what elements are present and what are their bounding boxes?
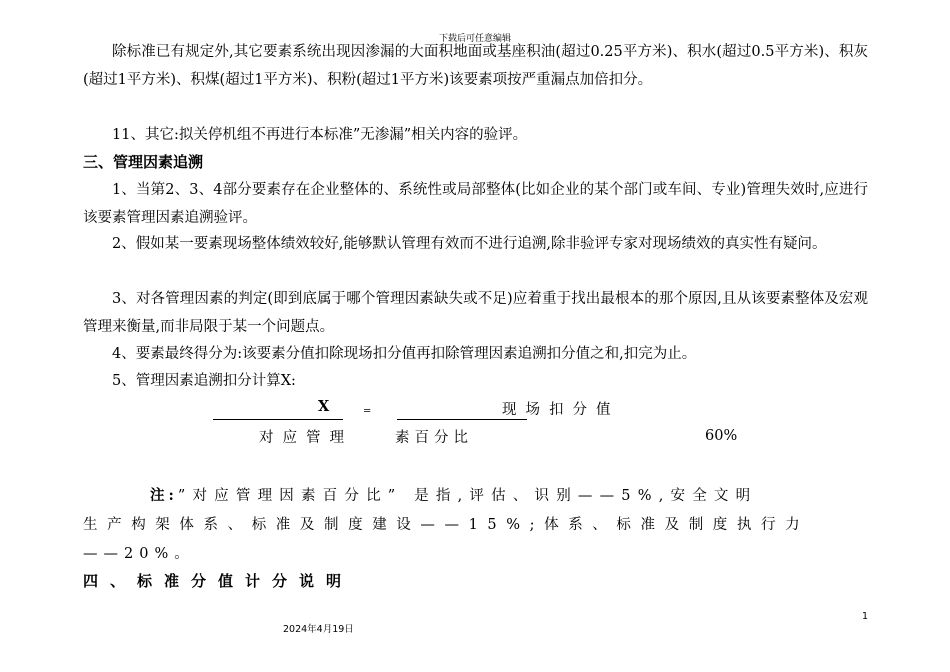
header-note: 下载后可任意编辑 (438, 34, 511, 44)
section-3-heading: 三、管理因素追溯 (83, 153, 204, 171)
formula-rule-left (213, 419, 343, 420)
formula-equals: = (363, 406, 372, 417)
item-3-2: 2、假如某一要素现场整体绩效较好,能够默认管理有效而不进行追溯,除非验评专家对现场绩效的真实性有疑问。 (112, 236, 827, 252)
section-4-heading: 四、标准分值计分说明 (83, 572, 354, 590)
page-number: 1 (862, 611, 869, 622)
note-line-2: 生产构架体系、标准及制度建设——15%;体系、标准及制度执行力 (83, 517, 810, 533)
note-line-3: ——20%。 (83, 546, 195, 562)
formula-numerator-x: X (318, 398, 330, 415)
note-line-1 (150, 484, 757, 505)
item-3-5: 5、管理因素追溯扣分计算X: (112, 373, 296, 389)
footer-date: 2024年4月19日 (283, 624, 354, 635)
item-11: 11、其它:拟关停机组不再进行本标准”无渗漏”相关内容的验评。 (112, 127, 528, 143)
note-label: 注: (150, 487, 178, 504)
formula-numerator-right: 现场扣分值 (502, 402, 620, 418)
formula-denominator-right: 素百分比 (395, 430, 473, 446)
formula-denominator-left: 对应管理 (259, 430, 353, 446)
item-3-4: 4、要素最终得分为:该要素分值扣除现场扣分值再扣除管理因素追溯扣分值之和,扣完为止。 (112, 346, 697, 362)
item-3-1: 1、当第2、3、4部分要素存在企业整体的、系统性或局部整体(比如企业的某个部门或车间、专业)管理失效时,应进行该要素管理因素追溯验评。 (83, 182, 868, 226)
note-line-1-text: ”对应管理因素百分比” 是指,评估、识别——5%,安全文明 (177, 488, 758, 504)
formula-percent: 60% (705, 428, 738, 444)
formula-rule-right (397, 419, 527, 420)
paragraph-leak-rule: 除标准已有规定外,其它要素系统出现因渗漏的大面积地面或基座积油(超过0.25平方米)、积水(超过0.5平方米)、积灰(超过1平方米)、积煤(超过1平方米)、积粉(超过1平方米)该要素项按严重漏点加倍扣分。 (83, 44, 868, 88)
item-3-3: 3、对各管理因素的判定(即到底属于哪个管理因素缺失或不足)应着重于找出最根本的那个原因,且从该要素整体及宏观管理来衡量,而非局限于某一个问题点。 (83, 291, 868, 335)
